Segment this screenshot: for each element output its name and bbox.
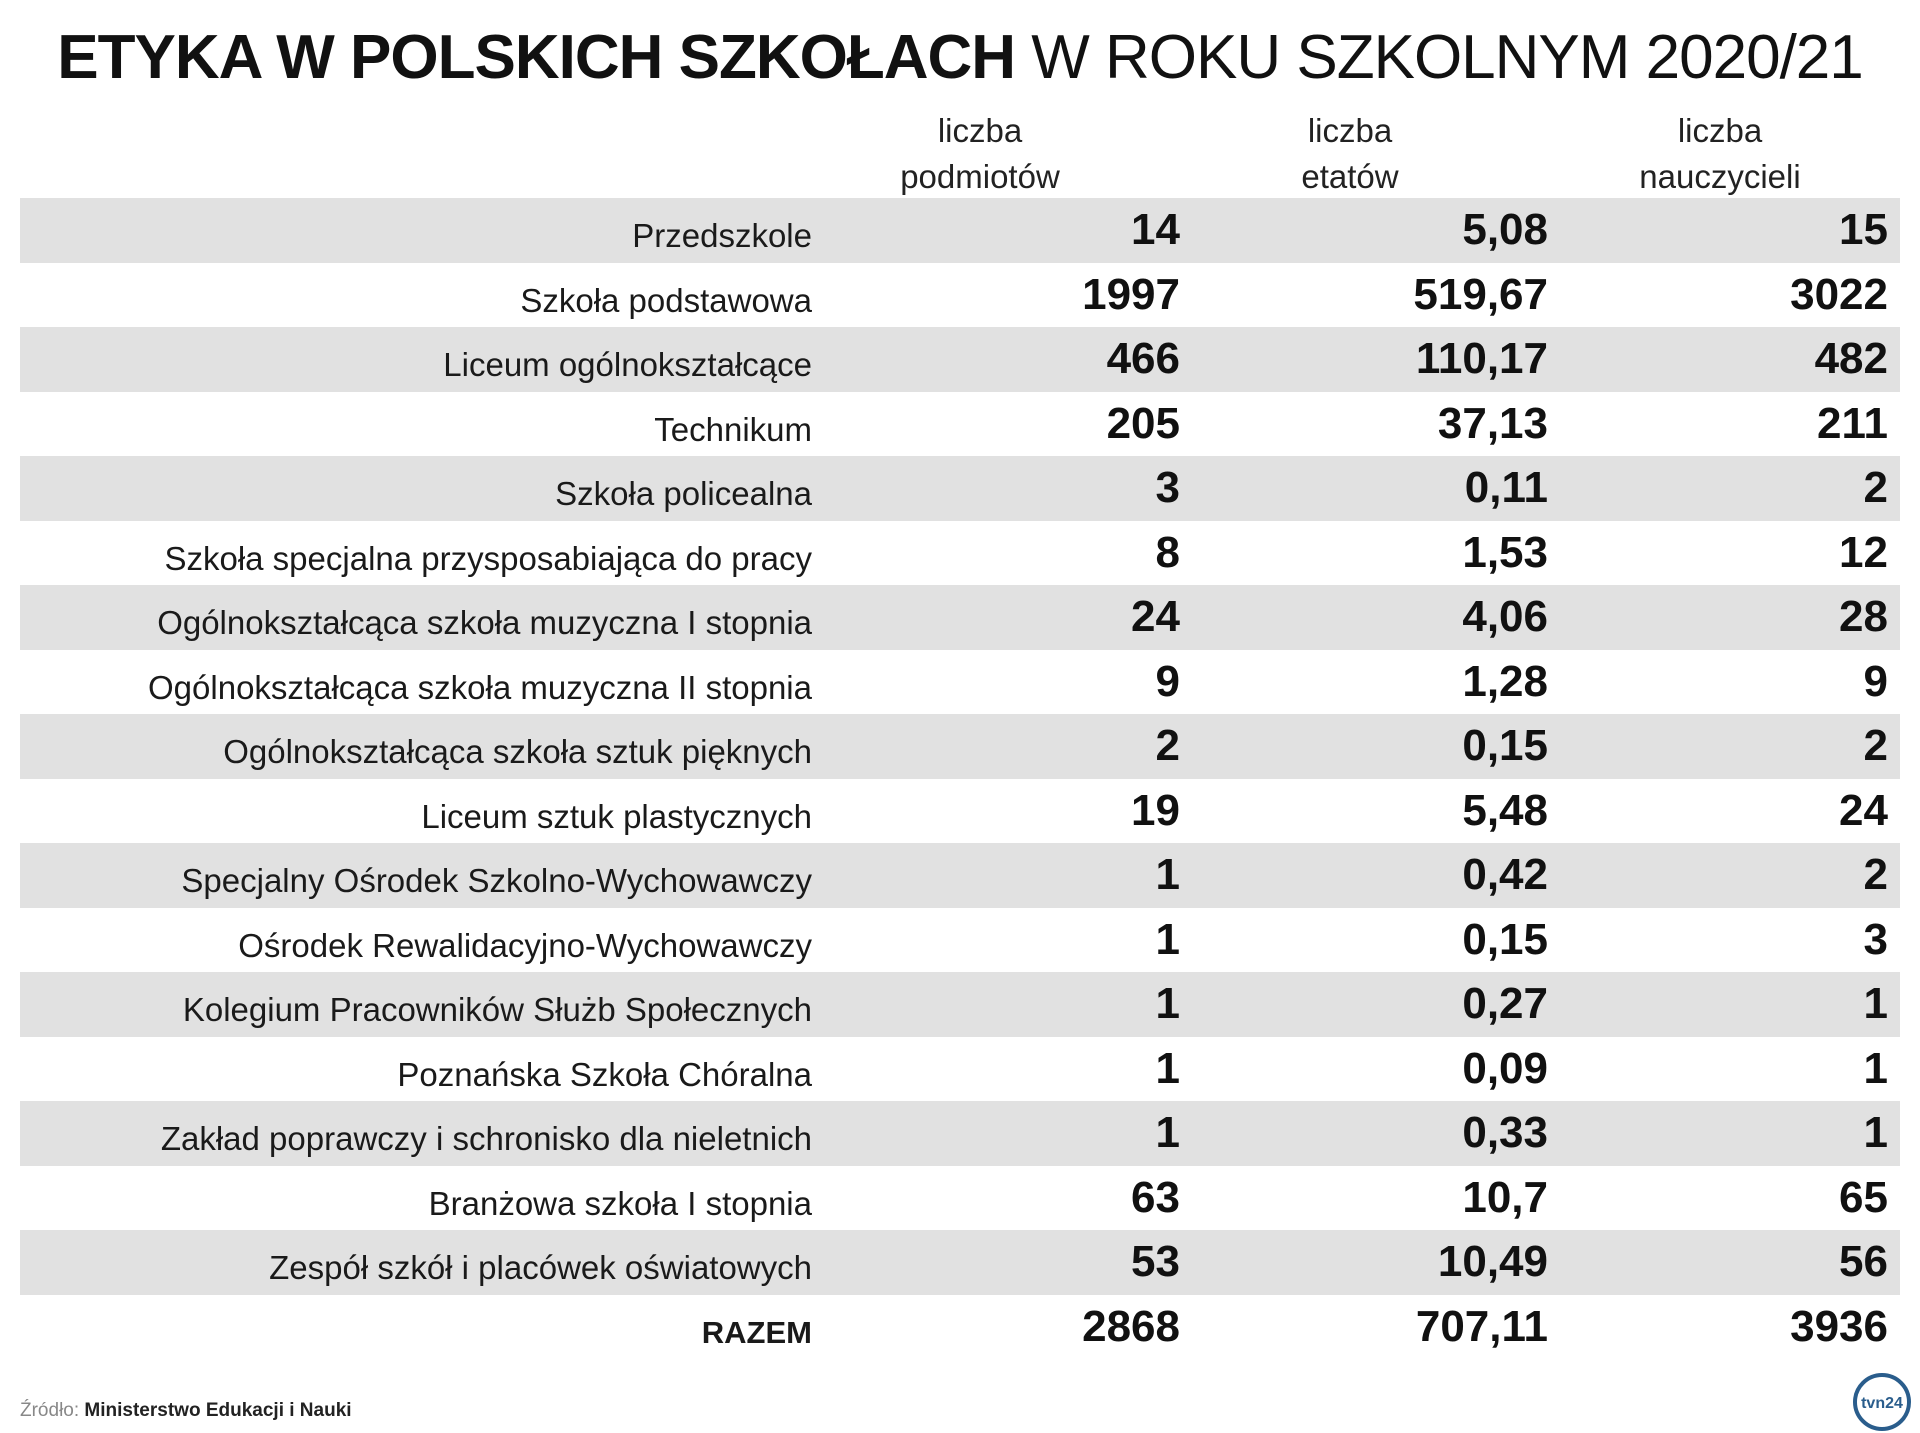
data-table: [20, 198, 1900, 1359]
value-nauczycieli: 3936: [1790, 1301, 1888, 1351]
value-etatow: 0,33: [1462, 1108, 1548, 1157]
column-header-line: podmiotów: [900, 158, 1060, 195]
row-label: Liceum sztuk plastycznych: [421, 797, 812, 835]
table-row: [20, 327, 1900, 392]
value-etatow: 0,15: [1462, 914, 1548, 964]
value-nauczycieli: 211: [1817, 398, 1888, 448]
row-label: Branżowa szkoła I stopnia: [428, 1184, 812, 1222]
table-row: [20, 843, 1900, 908]
value-podmiotow: 205: [1106, 398, 1180, 448]
value-nauczycieli: 15: [1839, 205, 1888, 254]
value-podmiotow: 1: [1155, 1043, 1180, 1093]
value-etatow: 0,42: [1462, 850, 1548, 899]
value-podmiotow: 19: [1131, 785, 1180, 835]
value-etatow: 10,7: [1462, 1172, 1548, 1222]
value-nauczycieli: 2: [1863, 721, 1888, 770]
value-podmiotow: 9: [1155, 656, 1180, 706]
value-podmiotow: 3: [1155, 463, 1180, 512]
value-nauczycieli: 9: [1863, 656, 1888, 706]
value-nauczycieli: 1: [1863, 979, 1888, 1028]
column-header-line: etatów: [1301, 158, 1399, 195]
table-row: [20, 1101, 1900, 1166]
table-row: [20, 521, 1900, 586]
table-row: [20, 585, 1900, 650]
value-etatow: 0,09: [1462, 1043, 1548, 1093]
table-row: [20, 1037, 1900, 1102]
value-podmiotow: 63: [1131, 1172, 1180, 1222]
table-row: [20, 972, 1900, 1037]
tvn24-logo: [1852, 1372, 1912, 1432]
value-etatow: 0,27: [1462, 979, 1548, 1028]
source-note: [20, 1400, 352, 1422]
row-label: Liceum ogólnokształcące: [443, 346, 812, 383]
row-label: Zakład poprawczy i schronisko dla nieletnich: [160, 1120, 812, 1157]
value-podmiotow: 2868: [1082, 1301, 1180, 1351]
table-row: [20, 1230, 1900, 1295]
row-label: Ogólnokształcąca szkoła muzyczna II stopnia: [148, 668, 812, 706]
value-etatow: 519,67: [1413, 269, 1548, 319]
value-nauczycieli: 2: [1863, 850, 1888, 899]
value-etatow: 10,49: [1437, 1237, 1548, 1286]
value-etatow: 0,15: [1462, 721, 1548, 770]
value-nauczycieli: 3022: [1790, 269, 1888, 319]
table-row: [20, 779, 1900, 844]
value-nauczycieli: 56: [1839, 1237, 1888, 1286]
column-header-nauczycieli: [1570, 108, 1870, 200]
value-podmiotow: 14: [1131, 205, 1180, 254]
value-nauczycieli: 3: [1863, 914, 1888, 964]
value-etatow: 4,06: [1462, 592, 1548, 641]
value-etatow: 1,28: [1462, 656, 1548, 706]
value-podmiotow: 1: [1155, 914, 1180, 964]
value-nauczycieli: 65: [1839, 1172, 1888, 1222]
row-label: Specjalny Ośrodek Szkolno-Wychowawczy: [181, 862, 812, 899]
value-etatow: 707,11: [1415, 1301, 1548, 1351]
logo-text: tvn24: [1861, 1395, 1903, 1412]
value-etatow: 1,53: [1462, 527, 1548, 577]
value-nauczycieli: 1: [1863, 1043, 1888, 1093]
table-row: [20, 1166, 1900, 1231]
row-label: Ogólnokształcąca szkoła muzyczna I stopnia: [157, 604, 812, 641]
row-label: Szkoła policealna: [555, 475, 812, 512]
value-nauczycieli: 12: [1839, 527, 1888, 577]
row-label: Szkoła podstawowa: [520, 281, 812, 319]
value-podmiotow: 1: [1155, 1108, 1180, 1157]
table-row: [20, 198, 1900, 263]
value-nauczycieli: 482: [1814, 334, 1888, 383]
column-header-podmiotow: [830, 108, 1130, 200]
value-podmiotow: 1: [1155, 850, 1180, 899]
total-row: [20, 1295, 1900, 1360]
value-nauczycieli: 1: [1863, 1108, 1888, 1157]
row-label: Kolegium Pracowników Służb Społecznych: [182, 991, 812, 1028]
table-row: [20, 456, 1900, 521]
value-podmiotow: 53: [1131, 1237, 1180, 1286]
column-header-line: liczba: [1307, 112, 1393, 149]
row-label: Ogólnokształcąca szkoła sztuk pięknych: [223, 733, 812, 770]
value-nauczycieli: 24: [1839, 785, 1888, 835]
row-label: Szkoła specjalna przysposabiająca do pracy: [164, 539, 812, 577]
column-header-etatow: [1200, 108, 1500, 200]
table-row: [20, 908, 1900, 973]
value-podmiotow: 1997: [1082, 269, 1180, 319]
page-title: [0, 18, 1920, 98]
total-label: RAZEM: [701, 1314, 812, 1350]
column-header-line: nauczycieli: [1639, 158, 1801, 195]
table-row: [20, 714, 1900, 779]
value-etatow: 5,48: [1462, 785, 1548, 835]
value-etatow: 110,17: [1415, 334, 1548, 383]
value-podmiotow: 2: [1155, 721, 1180, 770]
title-bold: ETYKA W POLSKICH SZKOŁACH: [57, 23, 1016, 92]
table-row: [20, 392, 1900, 457]
table-row: [20, 263, 1900, 328]
row-label: Poznańska Szkoła Chóralna: [397, 1055, 812, 1093]
value-nauczycieli: 2: [1863, 463, 1888, 512]
row-label: Ośrodek Rewalidacyjno-Wychowawczy: [238, 926, 812, 964]
title-light: W ROKU SZKOLNYM 2020/21: [1031, 23, 1863, 92]
row-label: Przedszkole: [632, 217, 812, 254]
value-etatow: 5,08: [1462, 205, 1548, 254]
value-podmiotow: 466: [1106, 334, 1180, 383]
value-nauczycieli: 28: [1839, 592, 1888, 641]
value-podmiotow: 1: [1155, 979, 1180, 1028]
source-prefix: Źródło:: [20, 1400, 80, 1421]
value-etatow: 37,13: [1437, 398, 1548, 448]
row-label: Technikum: [654, 410, 812, 448]
column-header-line: liczba: [1677, 112, 1763, 149]
value-etatow: 0,11: [1464, 463, 1548, 512]
table-row: [20, 650, 1900, 715]
source-name: Ministerstwo Edukacji i Nauki: [84, 1400, 352, 1421]
value-podmiotow: 24: [1131, 592, 1180, 641]
row-label: Zespół szkół i placówek oświatowych: [269, 1249, 812, 1286]
value-podmiotow: 8: [1155, 527, 1180, 577]
column-header-line: liczba: [937, 112, 1023, 149]
